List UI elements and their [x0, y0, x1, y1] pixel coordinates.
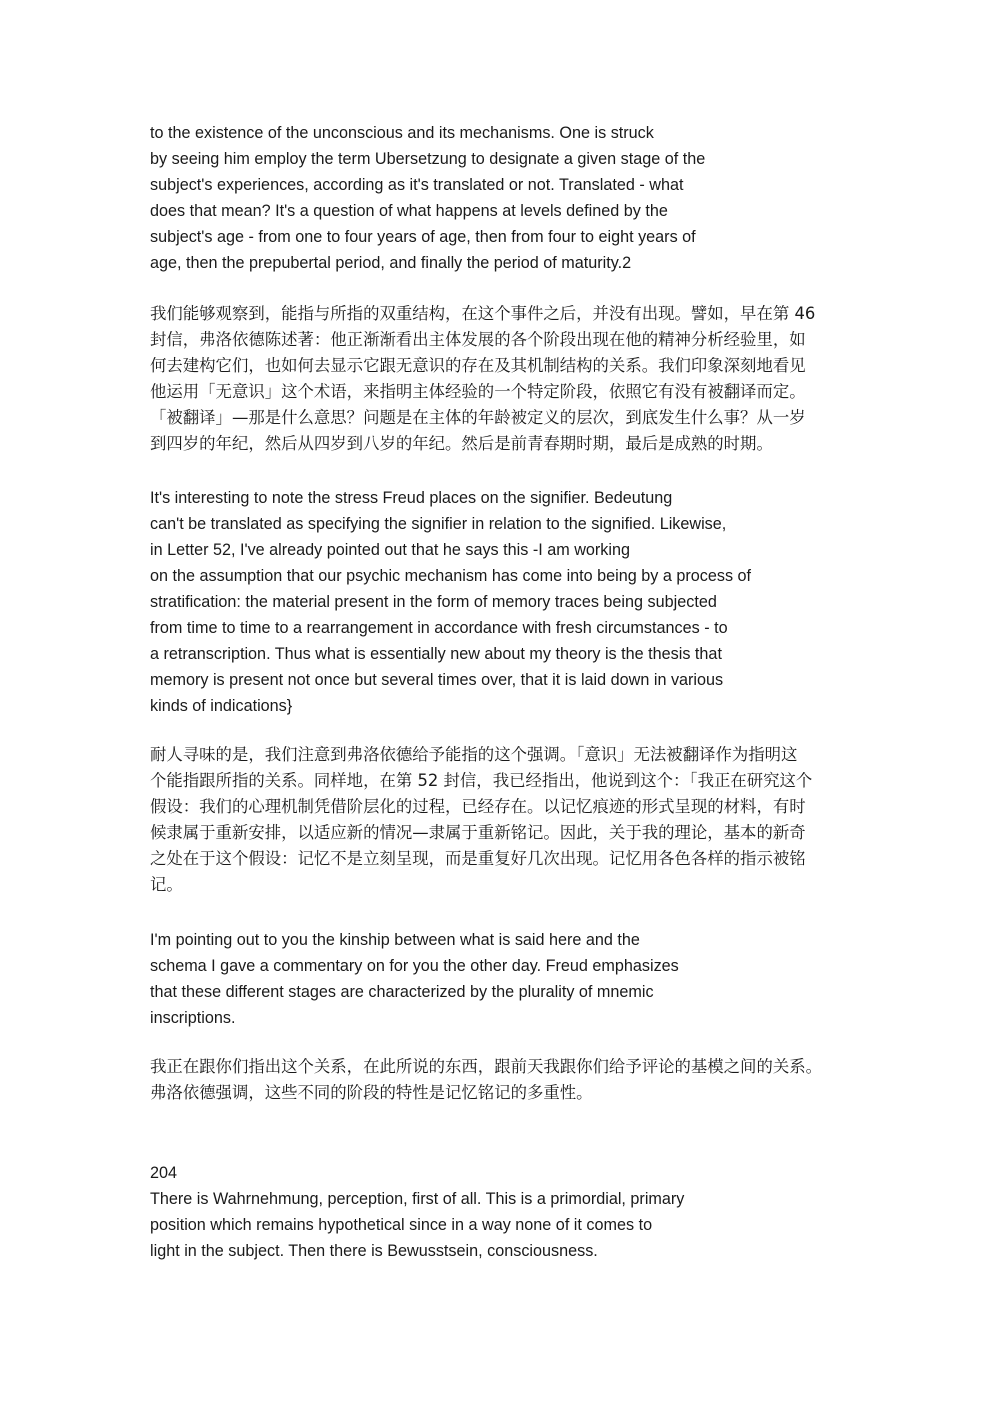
paragraph-zh-1	[150, 301, 850, 457]
page-number: 204	[150, 1164, 178, 1182]
text-line: stratification: the material present in the form of memory traces being subjected	[150, 593, 717, 611]
text-line: to the existence of the unconscious and its mechanisms. One is struck	[150, 124, 654, 142]
text-line: does that mean? It's a question of what happens at levels defined by the	[150, 202, 668, 220]
text-line: light in the subject. Then there is Bewusstsein, consciousness.	[150, 1242, 598, 1260]
paragraph-zh-3	[150, 1054, 850, 1106]
text-line: 假设：我们的心理机制凭借阶层化的过程，已经存在。以记忆痕迹的形式呈现的材料，有时	[150, 797, 806, 816]
paragraph-en-3	[150, 927, 850, 1031]
text-line: 「被翻译」—那是什么意思？问题是在主体的年龄被定义的层次，到底发生什么事？从一岁	[150, 408, 806, 427]
text-line: can't be translated as specifying the signifier in relation to the signified. Likewise,	[150, 515, 727, 533]
text-line: subject's experiences, according as it's translated or not. Translated - what	[150, 176, 684, 194]
text-line: in Letter 52, I've already pointed out that he says this -I am working	[150, 541, 630, 559]
text-line: memory is present not once but several times over, that it is laid down in various	[150, 671, 724, 689]
text-line: I'm pointing out to you the kinship between what is said here and the	[150, 931, 640, 949]
text-line: subject's age - from one to four years of age, then from four to eight years of	[150, 228, 696, 246]
text-line: on the assumption that our psychic mechanism has come into being by a process of	[150, 567, 752, 585]
text-line: 候隶属于重新安排，以适应新的情况—隶属于重新铭记。因此，关于我的理论，基本的新奇	[150, 823, 806, 842]
paragraph-en-4	[150, 1160, 850, 1264]
text-line: 弗洛依德强调，这些不同的阶段的特性是记忆铭记的多重性。	[150, 1083, 593, 1102]
text-line: 何去建构它们，也如何去显示它跟无意识的存在及其机制结构的关系。我们印象深刻地看见	[150, 356, 806, 375]
text-line: 他运用「无意识」这个术语，来指明主体经验的一个特定阶段，依照它有没有被翻译而定。	[150, 382, 806, 401]
text-line: 我们能够观察到，能指与所指的双重结构，在这个事件之后，并没有出现。譬如，早在第 46	[150, 304, 816, 323]
text-line: position which remains hypothetical since in a way none of it comes to	[150, 1216, 653, 1234]
text-line: 个能指跟所指的关系。同样地，在第 52 封信，我已经指出，他说到这个：「我正在研究这个	[150, 771, 813, 790]
paragraph-zh-2	[150, 742, 850, 898]
text-line: schema I gave a commentary on for you the other day. Freud emphasizes	[150, 957, 679, 975]
paragraph-en-2	[150, 485, 850, 719]
text-line: 封信，弗洛依德陈述著：他正渐渐看出主体发展的各个阶段出现在他的精神分析经验里，如	[150, 330, 806, 349]
text-line: 我正在跟你们指出这个关系，在此所说的东西，跟前天我跟你们给予评论的基模之间的关系。	[150, 1057, 823, 1076]
text-line: 之处在于这个假设：记忆不是立刻呈现，而是重复好几次出现。记忆用各色各样的指示被铭	[150, 849, 806, 868]
text-line: age, then the prepubertal period, and finally the period of maturity.2	[150, 254, 632, 272]
text-line: inscriptions.	[150, 1009, 236, 1027]
paragraph-en-1	[150, 120, 850, 276]
text-line: by seeing him employ the term Ubersetzung to designate a given stage of the	[150, 150, 706, 168]
text-line: from time to time to a rearrangement in accordance with fresh circumstances - to	[150, 619, 728, 637]
text-line: 到四岁的年纪，然后从四岁到八岁的年纪。然后是前青春期时期，最后是成熟的时期。	[150, 434, 773, 453]
text-line: that these different stages are characterized by the plurality of mnemic	[150, 983, 654, 1001]
text-line: There is Wahrnehmung, perception, first of all. This is a primordial, primary	[150, 1190, 685, 1208]
text-line: a retranscription. Thus what is essentially new about my theory is the thesis that	[150, 645, 722, 663]
text-line: It's interesting to note the stress Freud places on the signifier. Bedeutung	[150, 489, 673, 507]
text-line: 耐人寻味的是，我们注意到弗洛依德给予能指的这个强调。「意识」无法被翻译作为指明这	[150, 745, 798, 764]
text-line: kinds of indications}	[150, 697, 293, 715]
text-line: 记。	[150, 875, 183, 894]
